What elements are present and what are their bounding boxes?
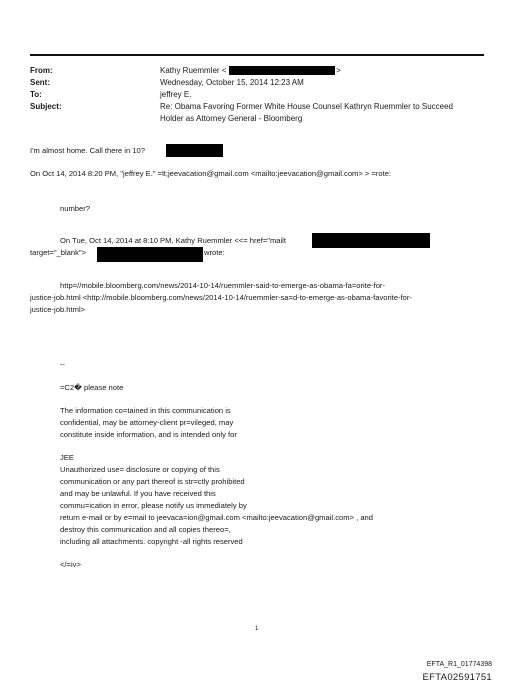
from-label: From:: [30, 66, 53, 75]
sent-label: Sent:: [30, 78, 50, 87]
closing-tag: </=iv>: [60, 560, 81, 569]
body-line: =C2� please note: [60, 383, 124, 392]
body-line: number?: [60, 204, 90, 213]
disclaimer-line: including all attachments. copyright -all rights reserved: [60, 537, 243, 546]
link-line: justice-job.html>: [30, 305, 86, 314]
from-value: Kathy Ruemmler <: [160, 66, 227, 75]
disclaimer-line: destroy this communication and all copies thereo=,: [60, 525, 231, 534]
disclaimer-line: JEE: [60, 453, 74, 462]
disclaimer-line: Unauthorized use= disclosure or copying of this: [60, 465, 220, 474]
body-line: On Tue, Oct 14, 2014 at 8:10 PM, Kathy Ruemmler <<= href="mailt: [60, 236, 286, 245]
redaction-bar: [166, 144, 223, 157]
sent-value: Wednesday, October 15, 2014 12:23 AM: [160, 78, 304, 87]
disclaimer-line: return e-mail or by e=mail to jeevaca=ion@gmail.com <mailto:jeevacation@gmail.com> , and: [60, 513, 373, 522]
from-tail: >: [336, 66, 341, 75]
efta-reference-large: EFTA02591751: [422, 672, 492, 683]
efta-reference-small: EFTA_R1_01774398: [426, 661, 492, 668]
to-value: jeffrey E.: [160, 90, 192, 99]
body-line: I'm almost home. Call there in 10?: [30, 146, 145, 155]
link-line: http=//mobile.bloomberg.com/news/2014-10-14/ruemmler-said-to-emerge-as-obama-fa=orite-for-: [60, 281, 385, 290]
redaction-bar: [312, 233, 430, 248]
subject-label: Subject:: [30, 102, 62, 111]
subject-line-2: Holder as Attorney General - Bloomberg: [160, 114, 303, 123]
body-line: On Oct 14, 2014 8:20 PM, "jeffrey E." =lt;jeevacation@gmail.com <mailto:jeevacation@gmail.com> > =rote:: [30, 169, 392, 178]
disclaimer-line: constitute inside information, and is intended only for: [60, 430, 237, 439]
header-rule: [30, 54, 484, 56]
disclaimer-line: The information co=tained in this communication is: [60, 406, 231, 415]
signature-dashes: --: [60, 360, 66, 369]
link-line: justice-job.html <http://mobile.bloomberg.com/news/2014-10-14/ruemmler-sa=d-to-emerge-as-obama-favorite-for-: [30, 293, 412, 302]
disclaimer-line: confidential, may be attorney-client pr=vileged, may: [60, 418, 234, 427]
page-number: 1: [255, 626, 259, 632]
body-line: target="_blank">: [30, 248, 87, 257]
to-label: To:: [30, 90, 42, 99]
redaction-bar: [97, 247, 203, 262]
subject-line-1: Re: Obama Favoring Former White House Counsel Kathryn Ruemmler to Succeed: [160, 102, 454, 111]
disclaimer-line: and may be unlawful. If you have received this: [60, 489, 216, 498]
disclaimer-line: communication or any part thereof is str=ctly prohibited: [60, 477, 245, 486]
body-line: wrote:: [204, 248, 225, 257]
disclaimer-line: commu=ication in error, please notify us immediately by: [60, 501, 247, 510]
redaction-bar: [229, 66, 335, 75]
